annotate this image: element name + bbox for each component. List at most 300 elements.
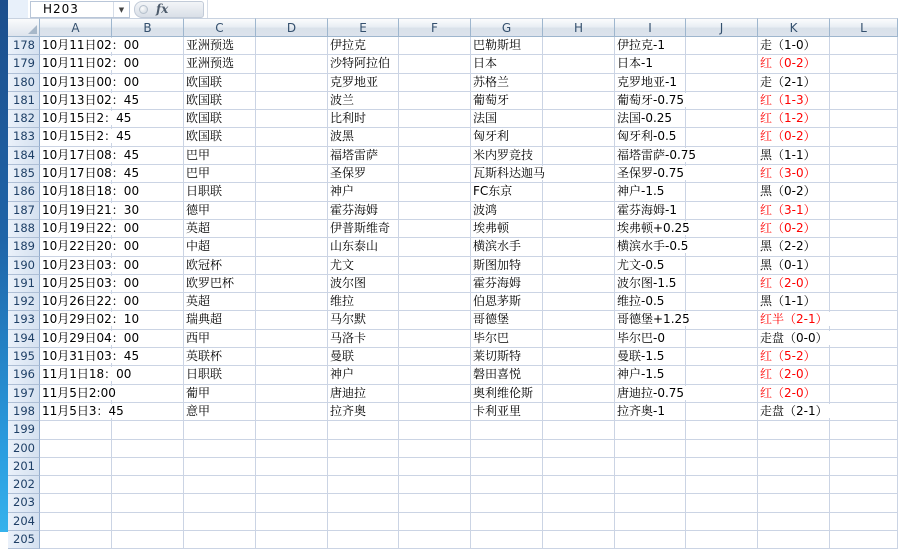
column-header-F[interactable]: F <box>399 18 471 37</box>
cell-A180[interactable] <box>40 74 140 92</box>
cell-K184[interactable] <box>758 147 830 165</box>
cell-E199[interactable] <box>328 421 399 439</box>
cell-D180[interactable] <box>256 74 328 92</box>
cell-D200[interactable] <box>256 440 328 458</box>
cell-C195[interactable] <box>184 348 256 366</box>
cell-H202[interactable] <box>543 476 615 494</box>
column-header-B[interactable]: B <box>112 18 184 37</box>
cell-A194[interactable] <box>40 330 140 348</box>
cell-A203[interactable] <box>40 494 112 512</box>
row-header-184[interactable]: 184 <box>8 147 40 165</box>
cell-L202[interactable] <box>830 476 898 494</box>
cell-H184[interactable] <box>543 147 615 165</box>
cell-J181[interactable] <box>686 92 758 110</box>
cell-J180[interactable] <box>686 74 758 92</box>
cell-L200[interactable] <box>830 440 898 458</box>
cell-D189[interactable] <box>256 238 328 256</box>
cell-C197[interactable] <box>184 385 256 403</box>
cell-H199[interactable] <box>543 421 615 439</box>
cell-H179[interactable] <box>543 55 615 73</box>
row-header-194[interactable]: 194 <box>8 330 40 348</box>
cell-E192[interactable] <box>328 293 399 311</box>
cell-G189[interactable] <box>471 238 543 256</box>
cell-C199[interactable] <box>184 421 256 439</box>
row-header-189[interactable]: 189 <box>8 238 40 256</box>
cell-H189[interactable] <box>543 238 615 256</box>
cell-J199[interactable] <box>686 421 758 439</box>
cell-H196[interactable] <box>543 366 615 384</box>
cell-E198[interactable] <box>328 403 399 421</box>
cell-D192[interactable] <box>256 293 328 311</box>
cell-I186[interactable] <box>615 183 686 201</box>
cell-I181[interactable] <box>615 92 686 110</box>
cell-E181[interactable] <box>328 92 399 110</box>
cell-G183[interactable] <box>471 128 543 146</box>
cell-K203[interactable] <box>758 494 830 512</box>
cell-C201[interactable] <box>184 458 256 476</box>
cell-G188[interactable] <box>471 220 543 238</box>
cell-C186[interactable] <box>184 183 256 201</box>
cell-L188[interactable] <box>830 220 898 238</box>
cell-C179[interactable] <box>184 55 256 73</box>
cell-G197[interactable] <box>471 385 543 403</box>
row-header-191[interactable]: 191 <box>8 275 40 293</box>
cell-G192[interactable] <box>471 293 543 311</box>
cell-H190[interactable] <box>543 257 615 275</box>
cell-J195[interactable] <box>686 348 758 366</box>
cell-E195[interactable] <box>328 348 399 366</box>
cell-H195[interactable] <box>543 348 615 366</box>
cell-H203[interactable] <box>543 494 615 512</box>
cell-G185[interactable] <box>471 165 546 183</box>
cell-A199[interactable] <box>40 421 112 439</box>
cell-A196[interactable] <box>40 366 132 384</box>
cell-C198[interactable] <box>184 403 256 421</box>
cell-D196[interactable] <box>256 366 328 384</box>
cell-E180[interactable] <box>328 74 399 92</box>
cell-C192[interactable] <box>184 293 256 311</box>
cell-J188[interactable] <box>686 220 758 238</box>
row-header-199[interactable]: 199 <box>8 421 40 439</box>
cell-F203[interactable] <box>399 494 471 512</box>
cell-I193[interactable] <box>615 311 690 329</box>
cell-G201[interactable] <box>471 458 543 476</box>
cell-D199[interactable] <box>256 421 328 439</box>
cell-J183[interactable] <box>686 128 758 146</box>
cell-L182[interactable] <box>830 110 898 128</box>
cell-F196[interactable] <box>399 366 471 384</box>
row-header-193[interactable]: 193 <box>8 311 40 329</box>
cell-K198[interactable] <box>758 403 830 421</box>
cell-F202[interactable] <box>399 476 471 494</box>
cell-A179[interactable] <box>40 55 140 73</box>
cell-K189[interactable] <box>758 238 830 256</box>
cell-C196[interactable] <box>184 366 256 384</box>
cell-H200[interactable] <box>543 440 615 458</box>
cell-E178[interactable] <box>328 37 399 55</box>
cell-J182[interactable] <box>686 110 758 128</box>
cell-A205[interactable] <box>40 531 112 549</box>
cell-H183[interactable] <box>543 128 615 146</box>
cell-L178[interactable] <box>830 37 898 55</box>
cell-E187[interactable] <box>328 202 399 220</box>
cell-D205[interactable] <box>256 531 328 549</box>
cell-L203[interactable] <box>830 494 898 512</box>
cell-L190[interactable] <box>830 257 898 275</box>
cell-E197[interactable] <box>328 385 399 403</box>
cell-K191[interactable] <box>758 275 830 293</box>
cell-F178[interactable] <box>399 37 471 55</box>
cell-L181[interactable] <box>830 92 898 110</box>
row-header-204[interactable]: 204 <box>8 513 40 531</box>
cell-E188[interactable] <box>328 220 399 238</box>
cell-A182[interactable] <box>40 110 132 128</box>
cell-F185[interactable] <box>399 165 471 183</box>
cell-I184[interactable] <box>615 147 697 165</box>
cell-K186[interactable] <box>758 183 830 201</box>
column-header-K[interactable]: K <box>758 18 830 37</box>
cell-J178[interactable] <box>686 37 758 55</box>
cell-D186[interactable] <box>256 183 328 201</box>
column-header-D[interactable]: D <box>256 18 328 37</box>
cell-K200[interactable] <box>758 440 830 458</box>
cell-C204[interactable] <box>184 513 256 531</box>
cell-F192[interactable] <box>399 293 471 311</box>
cell-E190[interactable] <box>328 257 399 275</box>
cell-J197[interactable] <box>686 385 758 403</box>
cell-E189[interactable] <box>328 238 399 256</box>
cell-E184[interactable] <box>328 147 399 165</box>
cell-C180[interactable] <box>184 74 256 92</box>
cell-L195[interactable] <box>830 348 898 366</box>
cell-E185[interactable] <box>328 165 399 183</box>
cell-D182[interactable] <box>256 110 328 128</box>
cell-E182[interactable] <box>328 110 399 128</box>
cell-A187[interactable] <box>40 202 140 220</box>
cell-J200[interactable] <box>686 440 758 458</box>
name-box-dropdown-icon[interactable]: ▼ <box>113 2 129 17</box>
cell-F195[interactable] <box>399 348 471 366</box>
name-box[interactable] <box>30 1 130 18</box>
cell-C190[interactable] <box>184 257 256 275</box>
cell-K183[interactable] <box>758 128 830 146</box>
cell-H188[interactable] <box>543 220 615 238</box>
cell-G199[interactable] <box>471 421 543 439</box>
column-header-E[interactable]: E <box>328 18 399 37</box>
cell-A190[interactable] <box>40 257 140 275</box>
cell-F205[interactable] <box>399 531 471 549</box>
row-header-196[interactable]: 196 <box>8 366 40 384</box>
cell-H192[interactable] <box>543 293 615 311</box>
cell-F179[interactable] <box>399 55 471 73</box>
cell-C184[interactable] <box>184 147 256 165</box>
cell-L183[interactable] <box>830 128 898 146</box>
cell-C182[interactable] <box>184 110 256 128</box>
cell-G187[interactable] <box>471 202 543 220</box>
cell-D198[interactable] <box>256 403 328 421</box>
cell-F191[interactable] <box>399 275 471 293</box>
cell-I204[interactable] <box>615 513 686 531</box>
cell-F184[interactable] <box>399 147 471 165</box>
cell-G191[interactable] <box>471 275 543 293</box>
row-header-202[interactable]: 202 <box>8 476 40 494</box>
cell-G182[interactable] <box>471 110 543 128</box>
cell-H180[interactable] <box>543 74 615 92</box>
row-header-195[interactable]: 195 <box>8 348 40 366</box>
cell-B197[interactable] <box>112 385 184 403</box>
cell-H198[interactable] <box>543 403 615 421</box>
cell-K197[interactable] <box>758 385 830 403</box>
cell-C194[interactable] <box>184 330 256 348</box>
cell-J193[interactable] <box>686 311 758 329</box>
row-header-180[interactable]: 180 <box>8 74 40 92</box>
cell-K196[interactable] <box>758 366 830 384</box>
cell-A183[interactable] <box>40 128 132 146</box>
row-header-203[interactable]: 203 <box>8 494 40 512</box>
cell-K194[interactable] <box>758 330 830 348</box>
cell-F189[interactable] <box>399 238 471 256</box>
cell-D183[interactable] <box>256 128 328 146</box>
cell-A191[interactable] <box>40 275 140 293</box>
column-header-I[interactable]: I <box>615 18 686 37</box>
cell-K178[interactable] <box>758 37 830 55</box>
cell-I202[interactable] <box>615 476 686 494</box>
cell-B199[interactable] <box>112 421 184 439</box>
cell-J205[interactable] <box>686 531 758 549</box>
cell-I191[interactable] <box>615 275 686 293</box>
row-header-187[interactable]: 187 <box>8 202 40 220</box>
column-header-A[interactable]: A <box>40 18 112 37</box>
row-header-205[interactable]: 205 <box>8 531 40 549</box>
cell-K181[interactable] <box>758 92 830 110</box>
cell-D204[interactable] <box>256 513 328 531</box>
cell-H204[interactable] <box>543 513 615 531</box>
cell-H186[interactable] <box>543 183 615 201</box>
cell-K192[interactable] <box>758 293 830 311</box>
cell-L179[interactable] <box>830 55 898 73</box>
cell-C191[interactable] <box>184 275 256 293</box>
cell-J190[interactable] <box>686 257 758 275</box>
cell-L192[interactable] <box>830 293 898 311</box>
cell-A184[interactable] <box>40 147 140 165</box>
cell-J191[interactable] <box>686 275 758 293</box>
cell-D187[interactable] <box>256 202 328 220</box>
cell-L199[interactable] <box>830 421 898 439</box>
cell-E194[interactable] <box>328 330 399 348</box>
row-header-192[interactable]: 192 <box>8 293 40 311</box>
cell-I179[interactable] <box>615 55 686 73</box>
cell-B202[interactable] <box>112 476 184 494</box>
cell-F182[interactable] <box>399 110 471 128</box>
cell-G205[interactable] <box>471 531 543 549</box>
cell-G193[interactable] <box>471 311 543 329</box>
cell-J198[interactable] <box>686 403 758 421</box>
cell-I201[interactable] <box>615 458 686 476</box>
column-header-J[interactable]: J <box>686 18 758 37</box>
cell-F188[interactable] <box>399 220 471 238</box>
cell-I192[interactable] <box>615 293 686 311</box>
cell-A185[interactable] <box>40 165 140 183</box>
column-header-H[interactable]: H <box>543 18 615 37</box>
cell-C189[interactable] <box>184 238 256 256</box>
cell-H201[interactable] <box>543 458 615 476</box>
cell-I194[interactable] <box>615 330 686 348</box>
cell-I198[interactable] <box>615 403 686 421</box>
cell-A204[interactable] <box>40 513 112 531</box>
cell-J196[interactable] <box>686 366 758 384</box>
row-header-197[interactable]: 197 <box>8 385 40 403</box>
cell-A192[interactable] <box>40 293 140 311</box>
cell-L187[interactable] <box>830 202 898 220</box>
cell-I205[interactable] <box>615 531 686 549</box>
row-header-183[interactable]: 183 <box>8 128 40 146</box>
cell-F199[interactable] <box>399 421 471 439</box>
cell-K182[interactable] <box>758 110 830 128</box>
cell-H191[interactable] <box>543 275 615 293</box>
insert-function-icon[interactable]: fx <box>156 2 169 16</box>
cell-I203[interactable] <box>615 494 686 512</box>
cell-C188[interactable] <box>184 220 256 238</box>
cell-K199[interactable] <box>758 421 830 439</box>
cell-J204[interactable] <box>686 513 758 531</box>
cell-E186[interactable] <box>328 183 399 201</box>
cell-K195[interactable] <box>758 348 830 366</box>
cell-I199[interactable] <box>615 421 686 439</box>
cell-K193[interactable] <box>758 311 830 329</box>
cell-H193[interactable] <box>543 311 615 329</box>
cell-E196[interactable] <box>328 366 399 384</box>
cell-G178[interactable] <box>471 37 543 55</box>
cell-K179[interactable] <box>758 55 830 73</box>
row-header-181[interactable]: 181 <box>8 92 40 110</box>
cell-G195[interactable] <box>471 348 543 366</box>
cell-L201[interactable] <box>830 458 898 476</box>
cell-B200[interactable] <box>112 440 184 458</box>
cell-A197[interactable] <box>40 385 116 403</box>
cell-I182[interactable] <box>615 110 686 128</box>
cell-H197[interactable] <box>543 385 615 403</box>
cell-G202[interactable] <box>471 476 543 494</box>
cell-B201[interactable] <box>112 458 184 476</box>
row-header-198[interactable]: 198 <box>8 403 40 421</box>
row-header-185[interactable]: 185 <box>8 165 40 183</box>
cell-K205[interactable] <box>758 531 830 549</box>
cell-J194[interactable] <box>686 330 758 348</box>
cell-I180[interactable] <box>615 74 686 92</box>
cell-I188[interactable] <box>615 220 690 238</box>
row-header-179[interactable]: 179 <box>8 55 40 73</box>
column-header-G[interactable]: G <box>471 18 543 37</box>
row-header-201[interactable]: 201 <box>8 458 40 476</box>
cell-E205[interactable] <box>328 531 399 549</box>
cell-L196[interactable] <box>830 366 898 384</box>
cell-K201[interactable] <box>758 458 830 476</box>
cell-A198[interactable] <box>40 403 124 421</box>
row-header-178[interactable]: 178 <box>8 37 40 55</box>
cell-A195[interactable] <box>40 348 140 366</box>
cell-E183[interactable] <box>328 128 399 146</box>
cell-J202[interactable] <box>686 476 758 494</box>
cell-F201[interactable] <box>399 458 471 476</box>
cell-F198[interactable] <box>399 403 471 421</box>
cell-I185[interactable] <box>615 165 686 183</box>
cell-A200[interactable] <box>40 440 112 458</box>
cell-L186[interactable] <box>830 183 898 201</box>
cell-L180[interactable] <box>830 74 898 92</box>
cell-D184[interactable] <box>256 147 328 165</box>
cell-A189[interactable] <box>40 238 140 256</box>
cell-C178[interactable] <box>184 37 256 55</box>
cell-F200[interactable] <box>399 440 471 458</box>
cell-D185[interactable] <box>256 165 328 183</box>
cell-B204[interactable] <box>112 513 184 531</box>
cell-G204[interactable] <box>471 513 543 531</box>
cell-C203[interactable] <box>184 494 256 512</box>
cell-D195[interactable] <box>256 348 328 366</box>
cell-D179[interactable] <box>256 55 328 73</box>
cell-F186[interactable] <box>399 183 471 201</box>
cell-I200[interactable] <box>615 440 686 458</box>
cell-L204[interactable] <box>830 513 898 531</box>
cell-K202[interactable] <box>758 476 830 494</box>
cell-G180[interactable] <box>471 74 543 92</box>
cell-D201[interactable] <box>256 458 328 476</box>
cell-G203[interactable] <box>471 494 543 512</box>
cell-D188[interactable] <box>256 220 328 238</box>
cell-C202[interactable] <box>184 476 256 494</box>
cell-D178[interactable] <box>256 37 328 55</box>
cell-E201[interactable] <box>328 458 399 476</box>
cell-K187[interactable] <box>758 202 830 220</box>
cell-A178[interactable] <box>40 37 140 55</box>
cell-C181[interactable] <box>184 92 256 110</box>
cell-G186[interactable] <box>471 183 543 201</box>
cell-F193[interactable] <box>399 311 471 329</box>
cell-L191[interactable] <box>830 275 898 293</box>
cell-I197[interactable] <box>615 385 686 403</box>
cell-J186[interactable] <box>686 183 758 201</box>
cell-D202[interactable] <box>256 476 328 494</box>
cell-C185[interactable] <box>184 165 256 183</box>
cell-L185[interactable] <box>830 165 898 183</box>
cell-A188[interactable] <box>40 220 140 238</box>
cell-L189[interactable] <box>830 238 898 256</box>
cell-D181[interactable] <box>256 92 328 110</box>
cell-G200[interactable] <box>471 440 543 458</box>
cell-F197[interactable] <box>399 385 471 403</box>
cell-H185[interactable] <box>543 165 615 183</box>
cell-F183[interactable] <box>399 128 471 146</box>
cell-F180[interactable] <box>399 74 471 92</box>
cell-A201[interactable] <box>40 458 112 476</box>
cell-A202[interactable] <box>40 476 112 494</box>
cell-D194[interactable] <box>256 330 328 348</box>
cell-J189[interactable] <box>686 238 758 256</box>
cell-J179[interactable] <box>686 55 758 73</box>
cell-F181[interactable] <box>399 92 471 110</box>
cell-C183[interactable] <box>184 128 256 146</box>
cell-K188[interactable] <box>758 220 830 238</box>
row-header-200[interactable]: 200 <box>8 440 40 458</box>
cell-J187[interactable] <box>686 202 758 220</box>
column-header-C[interactable]: C <box>184 18 256 37</box>
cell-D191[interactable] <box>256 275 328 293</box>
cell-G198[interactable] <box>471 403 543 421</box>
cell-L197[interactable] <box>830 385 898 403</box>
cell-D193[interactable] <box>256 311 328 329</box>
cell-H182[interactable] <box>543 110 615 128</box>
cell-G179[interactable] <box>471 55 543 73</box>
